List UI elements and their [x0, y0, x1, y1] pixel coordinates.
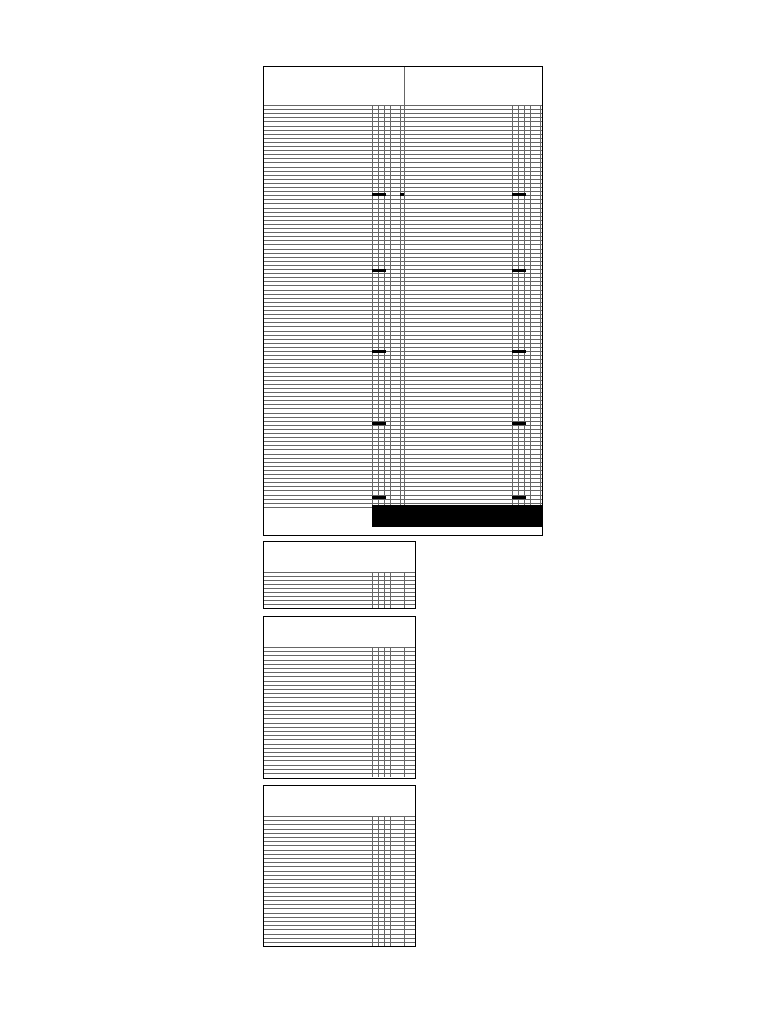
- table-row-line: [264, 503, 542, 504]
- table-row-line: [264, 470, 542, 471]
- table-row-line: [264, 408, 542, 409]
- table-row-line: [264, 380, 542, 381]
- table-row-line: [264, 400, 542, 401]
- table-row-line: [264, 232, 542, 233]
- table-row-line: [264, 655, 415, 656]
- elective-table-sheet: [263, 616, 416, 779]
- table-row-line: [264, 384, 542, 385]
- table-row-line: [264, 490, 542, 491]
- summary-block: [372, 422, 386, 425]
- summary-block: [512, 193, 526, 196]
- table-row-line: [264, 437, 542, 438]
- table-row-line: [264, 113, 542, 114]
- table-row-line: [264, 269, 542, 270]
- table-column-line: [404, 816, 405, 946]
- summary-block: [512, 496, 526, 499]
- table-row-line: [264, 600, 415, 601]
- table-row-line: [264, 441, 542, 442]
- table-column-line: [384, 816, 385, 946]
- table-row-line: [264, 756, 415, 757]
- table-row-line: [264, 466, 542, 467]
- table-row-line: [264, 150, 542, 151]
- table-column-line: [378, 647, 379, 777]
- table-row-line: [264, 310, 542, 311]
- table-row-line: [264, 820, 415, 821]
- table-row-line: [264, 421, 542, 422]
- table-row-line: [264, 372, 542, 373]
- table-row-line: [264, 158, 542, 159]
- table-row-line: [264, 727, 415, 728]
- summary-block: [372, 505, 542, 527]
- table-row-line: [264, 917, 415, 918]
- table-row-line: [264, 429, 542, 430]
- table-row-line: [264, 335, 542, 336]
- table-row-line: [264, 841, 415, 842]
- table-row-line: [264, 854, 415, 855]
- table-row-line: [264, 748, 415, 749]
- table-row-line: [264, 934, 415, 935]
- table-row-line: [264, 404, 542, 405]
- table-row-line: [264, 714, 415, 715]
- summary-block: [400, 193, 404, 196]
- table-column-line: [378, 816, 379, 946]
- table-column-line: [518, 105, 519, 507]
- table-row-line: [264, 367, 542, 368]
- table-row-line: [264, 355, 542, 356]
- table-column-line: [390, 572, 391, 608]
- table-row-line: [264, 249, 542, 250]
- table-row-line: [264, 576, 415, 577]
- table-row-line: [264, 744, 415, 745]
- table-row-line: [264, 739, 415, 740]
- table-row-line: [264, 417, 542, 418]
- table-row-line: [264, 134, 542, 135]
- table-row-line: [264, 261, 542, 262]
- table-row-line: [264, 322, 542, 323]
- table-row-line: [264, 837, 415, 838]
- table-row-line: [264, 290, 542, 291]
- table-row-line: [264, 425, 542, 426]
- table-row-line: [264, 482, 542, 483]
- table-row-line: [264, 702, 415, 703]
- table-column-line: [384, 647, 385, 777]
- table-row-line: [264, 925, 415, 926]
- table-row-line: [264, 938, 415, 939]
- table-row-line: [264, 171, 542, 172]
- table-row-line: [264, 126, 542, 127]
- table-row-line: [264, 257, 542, 258]
- summary-block: [512, 350, 526, 353]
- table-row-line: [264, 175, 542, 176]
- table-row-line: [264, 723, 415, 724]
- table-row-line: [264, 588, 415, 589]
- table-column-line: [378, 572, 379, 608]
- table-row-line: [264, 829, 415, 830]
- table-column-line: [404, 105, 405, 507]
- table-row-line: [264, 718, 415, 719]
- table-row-line: [264, 220, 542, 221]
- table-row-line: [264, 462, 542, 463]
- table-row-line: [264, 109, 542, 110]
- table-row-line: [264, 187, 542, 188]
- table-row-line: [264, 580, 415, 581]
- table-column-line: [390, 105, 391, 507]
- table-row-line: [264, 651, 415, 652]
- table-row-line: [264, 298, 542, 299]
- table-row-line: [264, 130, 542, 131]
- table-row-line: [264, 883, 415, 884]
- summary-block: [512, 422, 526, 425]
- table-column-line: [512, 105, 513, 507]
- table-row-line: [264, 244, 542, 245]
- table-row-line: [264, 474, 542, 475]
- table-row-line: [264, 929, 415, 930]
- table-row-line: [264, 331, 542, 332]
- table-row-line: [264, 913, 415, 914]
- table-column-line: [372, 105, 373, 507]
- table-row-line: [264, 875, 415, 876]
- table-row-line: [264, 879, 415, 880]
- table-row-line: [264, 710, 415, 711]
- table-column-line: [524, 105, 525, 507]
- table-row-line: [264, 179, 542, 180]
- table-row-line: [264, 326, 542, 327]
- table-row-line: [264, 273, 542, 274]
- table-row-line: [264, 664, 415, 665]
- table-row-line: [264, 668, 415, 669]
- table-row-line: [264, 499, 542, 500]
- table-row-line: [264, 351, 542, 352]
- table-row-line: [264, 191, 542, 192]
- table-row-line: [264, 281, 542, 282]
- table-row-line: [264, 458, 542, 459]
- table-row-line: [264, 752, 415, 753]
- table-column-line: [372, 647, 373, 777]
- table-row-line: [264, 900, 415, 901]
- table-row-line: [264, 660, 415, 661]
- elective-table-sheet: [263, 541, 416, 609]
- table-row-line: [264, 413, 542, 414]
- table-row-line: [264, 760, 415, 761]
- table-row-line: [264, 359, 542, 360]
- table-column-line: [404, 647, 405, 777]
- table-row-line: [264, 240, 542, 241]
- table-row-line: [264, 162, 542, 163]
- table-row-line: [264, 845, 415, 846]
- table-row-line: [264, 706, 415, 707]
- table-row-line: [264, 773, 415, 774]
- table-column-line: [372, 572, 373, 608]
- table-row-line: [264, 896, 415, 897]
- table-row-line: [264, 689, 415, 690]
- table-row-line: [264, 908, 415, 909]
- table-row-line: [264, 681, 415, 682]
- table-row-line: [264, 765, 415, 766]
- table-row-line: [264, 697, 415, 698]
- table-row-line: [264, 146, 542, 147]
- table-row-line: [264, 824, 415, 825]
- table-row-line: [264, 676, 415, 677]
- table-row-line: [264, 858, 415, 859]
- table-row-line: [264, 216, 542, 217]
- table-column-line: [390, 816, 391, 946]
- table-row-line: [264, 183, 542, 184]
- table-row-line: [264, 871, 415, 872]
- table-row-line: [264, 363, 542, 364]
- table-row-line: [264, 445, 542, 446]
- table-row-line: [264, 685, 415, 686]
- table-row-line: [264, 584, 415, 585]
- table-row-line: [264, 596, 415, 597]
- table-row-line: [264, 604, 415, 605]
- summary-block: [512, 269, 526, 272]
- table-column-line: [384, 105, 385, 507]
- table-row-line: [264, 314, 542, 315]
- table-row-line: [264, 117, 542, 118]
- table-row-line: [264, 347, 542, 348]
- table-row-line: [264, 396, 542, 397]
- table-row-line: [264, 236, 542, 237]
- table-row-line: [264, 208, 542, 209]
- table-column-line: [540, 105, 541, 507]
- table-row-line: [264, 302, 542, 303]
- table-row-line: [264, 224, 542, 225]
- table-row-line: [264, 339, 542, 340]
- table-row-line: [264, 478, 542, 479]
- table-row-line: [264, 265, 542, 266]
- table-row-line: [264, 277, 542, 278]
- summary-block: [372, 193, 386, 196]
- table-row-line: [264, 199, 542, 200]
- table-row-line: [264, 921, 415, 922]
- table-row-line: [264, 647, 415, 648]
- table-row-line: [264, 816, 415, 817]
- table-row-line: [264, 454, 542, 455]
- table-row-line: [264, 866, 415, 867]
- table-row-line: [264, 121, 542, 122]
- table-row-line: [264, 850, 415, 851]
- table-row-line: [264, 253, 542, 254]
- table-column-line: [400, 105, 401, 507]
- table-row-line: [264, 306, 542, 307]
- table-column-line: [530, 105, 531, 507]
- table-row-line: [264, 495, 542, 496]
- table-row-line: [264, 486, 542, 487]
- table-row-line: [264, 142, 542, 143]
- summary-block: [372, 496, 386, 499]
- table-row-line: [264, 887, 415, 888]
- table-row-line: [264, 731, 415, 732]
- table-column-line: [384, 572, 385, 608]
- table-row-line: [264, 672, 415, 673]
- table-row-line: [264, 942, 415, 943]
- summary-block: [372, 350, 386, 353]
- table-row-line: [264, 105, 542, 106]
- table-row-line: [264, 343, 542, 344]
- table-row-line: [264, 318, 542, 319]
- table-row-line: [264, 285, 542, 286]
- table-row-line: [264, 572, 415, 573]
- table-row-line: [264, 203, 542, 204]
- elective-table-sheet: [263, 785, 416, 947]
- table-row-line: [264, 904, 415, 905]
- table-row-line: [264, 138, 542, 139]
- table-row-line: [264, 167, 542, 168]
- table-row-line: [264, 388, 542, 389]
- table-column-line: [372, 816, 373, 946]
- table-row-line: [264, 693, 415, 694]
- curriculum-table-sheet: [263, 66, 543, 536]
- table-column-line: [390, 647, 391, 777]
- table-row-line: [264, 376, 542, 377]
- table-row-line: [264, 212, 542, 213]
- table-row-line: [264, 592, 415, 593]
- table-row-line: [264, 892, 415, 893]
- table-row-line: [264, 735, 415, 736]
- table-row-line: [264, 294, 542, 295]
- table-row-line: [264, 392, 542, 393]
- table-row-line: [264, 449, 542, 450]
- table-row-line: [264, 833, 415, 834]
- summary-block: [372, 269, 386, 272]
- table-row-line: [264, 154, 542, 155]
- table-row-line: [264, 862, 415, 863]
- table-column-line: [378, 105, 379, 507]
- table-row-line: [264, 228, 542, 229]
- table-row-line: [264, 769, 415, 770]
- table-column-line: [404, 572, 405, 608]
- table-row-line: [264, 433, 542, 434]
